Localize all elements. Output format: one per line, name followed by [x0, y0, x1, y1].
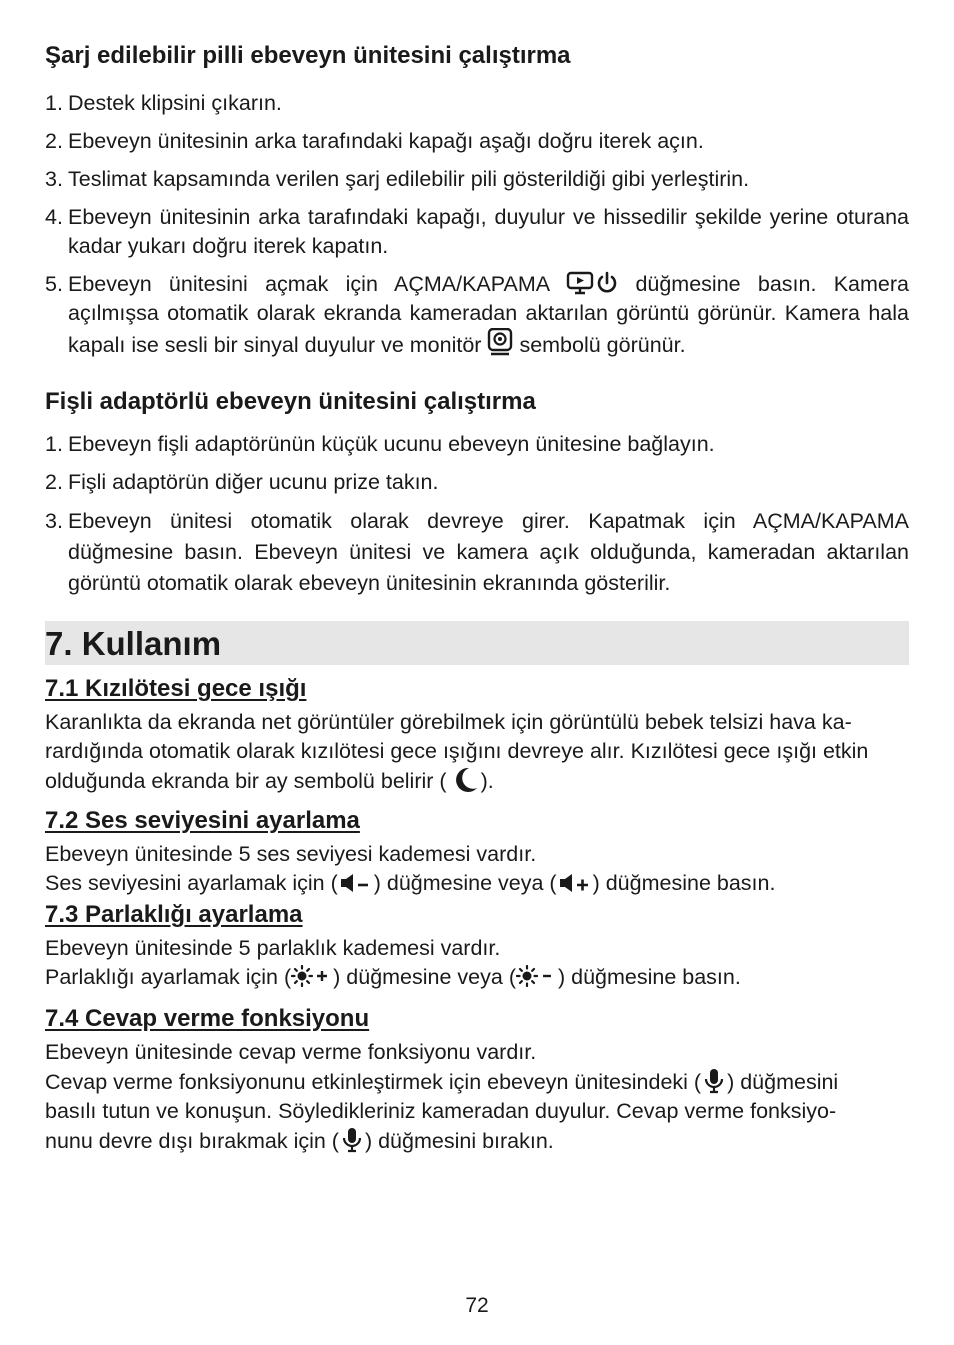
list-item: 3. Teslimat kapsamında verilen şarj edilebilir pili gösterildiği gibi yerleştirin.: [45, 167, 750, 191]
volume-down-icon: [338, 872, 374, 894]
section-title-battery: Şarj edilebilir pilli ebeveyn ünitesini çalıştırma: [45, 42, 571, 69]
microphone-icon: [339, 1126, 365, 1154]
power-icon: [596, 271, 618, 295]
section-title-adapter: Fişli adaptörlü ebeveyn ünitesini çalıştırma: [45, 388, 536, 415]
microphone-icon: [701, 1067, 727, 1095]
page-number: 72: [465, 1294, 489, 1317]
volume-up-icon: [557, 872, 593, 894]
paragraph-7-1: Karanlıkta da ekranda net görüntüler görebilmek için görüntülü bebek telsizi hava ka- rardığında otomatik olarak kızılötesi gece ışığını devreye alır. Kızılötesi gece ışığı etkin olduğunda ekranda bir ay sembolü belirir ( ).: [45, 710, 869, 793]
list-item: 1. Ebeveyn fişli adaptörünün küçük ucunu ebeveyn ünitesine bağlayın.: [45, 432, 715, 456]
monitor-icon: [566, 271, 596, 295]
moon-icon: [447, 766, 481, 794]
list-item: 1. Destek klipsini çıkarın.: [45, 91, 282, 115]
list-item: 3. Ebeveyn ünitesi otomatik olarak devreye girer. Kapatmak için AÇMA/KAPAMA düğmesine basın. Ebeveyn ünitesi ve kamera açık olduğunda, kameradan aktarılan görüntü otomatik olarak ebeveyn ünitesinin ekranında gösterilir.: [45, 509, 909, 595]
battery-steps-list: [45, 89, 909, 360]
adapter-steps-list: [45, 430, 909, 599]
paragraph-7-4: Ebeveyn ünitesinde cevap verme fonksiyonu vardır. Cevap verme fonksiyonunu etkinleştirmek için ebeveyn ünitesindeki ( ) düğmesini basılı tutun ve konuşun. Söyledikleriniz kameradan duyulur. Cevap verme fonksiyo- nunu devre dışı bırakmak için ( ) düğmesini bırakın.: [45, 1040, 839, 1153]
subsection-title-7-1: 7.1 Kızılötesi gece ışığı: [45, 675, 307, 702]
list-item: 2. Ebeveyn ünitesinin arka tarafındaki kapağı aşağı doğru iterek açın.: [45, 129, 704, 153]
subsection-title-7-2: 7.2 Ses seviyesini ayarlama: [45, 807, 360, 834]
brightness-up-icon: [291, 964, 333, 988]
camera-icon: [487, 328, 513, 356]
list-item: 5. Ebeveyn ünitesini açmak için AÇMA/KAPAMA düğmesine basın. Kamera açılmışsa otomatik olarak ekranda kameradan aktarılan görüntü görünür. Kamera hala kapalı ise sesli bir sinyal duyulur ve monitör sembolü görünür.: [45, 272, 909, 357]
subsection-title-7-4: 7.4 Cevap verme fonksiyonu: [45, 1005, 370, 1032]
subsection-title-7-3: 7.3 Parlaklığı ayarlama: [45, 901, 303, 928]
list-item: 2. Fişli adaptörün diğer ucunu prize takın.: [45, 470, 439, 494]
list-item: 4. Ebeveyn ünitesinin arka tarafındaki kapağı, duyulur ve hissedilir şekilde yerine oturana kadar yukarı doğru iterek kapatın.: [45, 205, 909, 258]
brightness-down-icon: [516, 964, 558, 988]
paragraph-7-2: Ebeveyn ünitesinde 5 ses seviyesi kademesi vardır. Ses seviyesini ayarlamak için ( ) düğmesine veya ( ) düğmesine basın.: [45, 842, 776, 895]
paragraph-7-3: Ebeveyn ünitesinde 5 parlaklık kademesi vardır. Parlaklığı ayarlamak için ( ) düğmesine veya ( ) düğmesine basın.: [45, 936, 741, 989]
chapter-title: 7. Kullanım: [45, 625, 222, 662]
